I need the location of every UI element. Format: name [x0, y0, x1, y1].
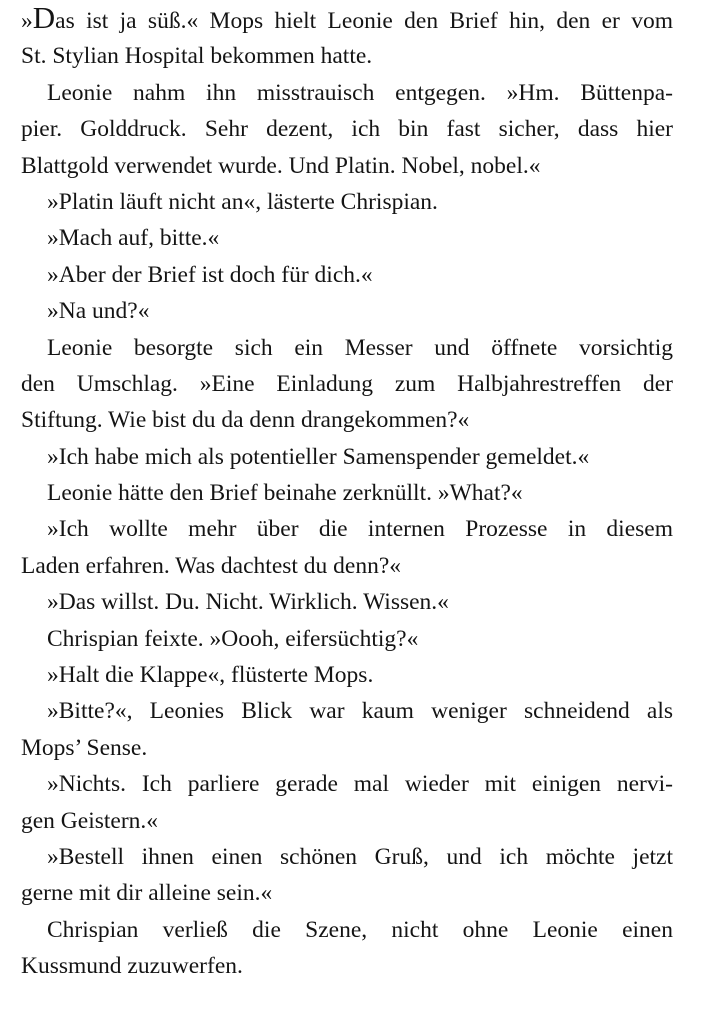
- text-line: pier. Golddruck. Sehr dezent, ich bin fast sicher, dass hier: [21, 116, 673, 143]
- text-line: Kussmund zuzuwerfen.: [21, 953, 243, 980]
- text-line: Chrispian verließ die Szene, nicht ohne Leonie einen: [47, 916, 673, 943]
- text-line: gen Geistern.«: [21, 807, 159, 834]
- text-line: »Ich habe mich als potentieller Samenspender gemeldet.«: [47, 443, 590, 470]
- text-line: Leonie besorgte sich ein Messer und öffnete vorsichtig: [47, 334, 673, 361]
- text-line: Blattgold verwendet wurde. Und Platin. Nobel, nobel.«: [21, 152, 541, 179]
- text-line: »Mach auf, bitte.«: [47, 225, 220, 252]
- text-line: den Umschlag. »Eine Einladung zum Halbjahrestreffen der: [21, 370, 673, 397]
- text-line: Mops’ Sense.: [21, 734, 148, 761]
- text-line: Chrispian feixte. »Oooh, eifersüchtig?«: [47, 625, 419, 652]
- text-line: gerne mit dir alleine sein.«: [21, 880, 273, 907]
- text-line: »Bestell ihnen einen schönen Gruß, und ich möchte jetzt: [47, 843, 673, 870]
- text-line: Laden erfahren. Was dachtest du denn?«: [21, 552, 402, 579]
- text-line: »Aber der Brief ist doch für dich.«: [47, 261, 373, 288]
- text-line: »Bitte?«, Leonies Blick war kaum weniger schneidend als: [47, 698, 673, 725]
- text-line: »Ich wollte mehr über die internen Prozesse in diesem: [47, 516, 673, 543]
- text-line: Leonie nahm ihn misstrauisch entgegen. »Hm. Büttenpa-: [47, 79, 673, 106]
- initial-letter: D: [32, 2, 56, 35]
- text-line: Stiftung. Wie bist du da denn drangekommen?«: [21, 407, 470, 434]
- text-line: St. Stylian Hospital bekommen hatte.: [21, 43, 373, 70]
- text-line: Leonie hätte den Brief beinahe zerknüllt. »What?«: [47, 480, 523, 507]
- text-line: »Halt die Klappe«, flüsterte Mops.: [47, 662, 374, 689]
- text-line: »Nichts. Ich parliere gerade mal wieder mit einigen nervi-: [47, 771, 673, 798]
- text-line: »Platin läuft nicht an«, lästerte Chrispian.: [47, 188, 438, 215]
- text-line: »Na und?«: [47, 298, 150, 325]
- text-line: »Das willst. Du. Nicht. Wirklich. Wissen.«: [47, 589, 449, 616]
- text-line: »Das ist ja süß.« Mops hielt Leonie den Brief hin, den er vom: [21, 2, 673, 35]
